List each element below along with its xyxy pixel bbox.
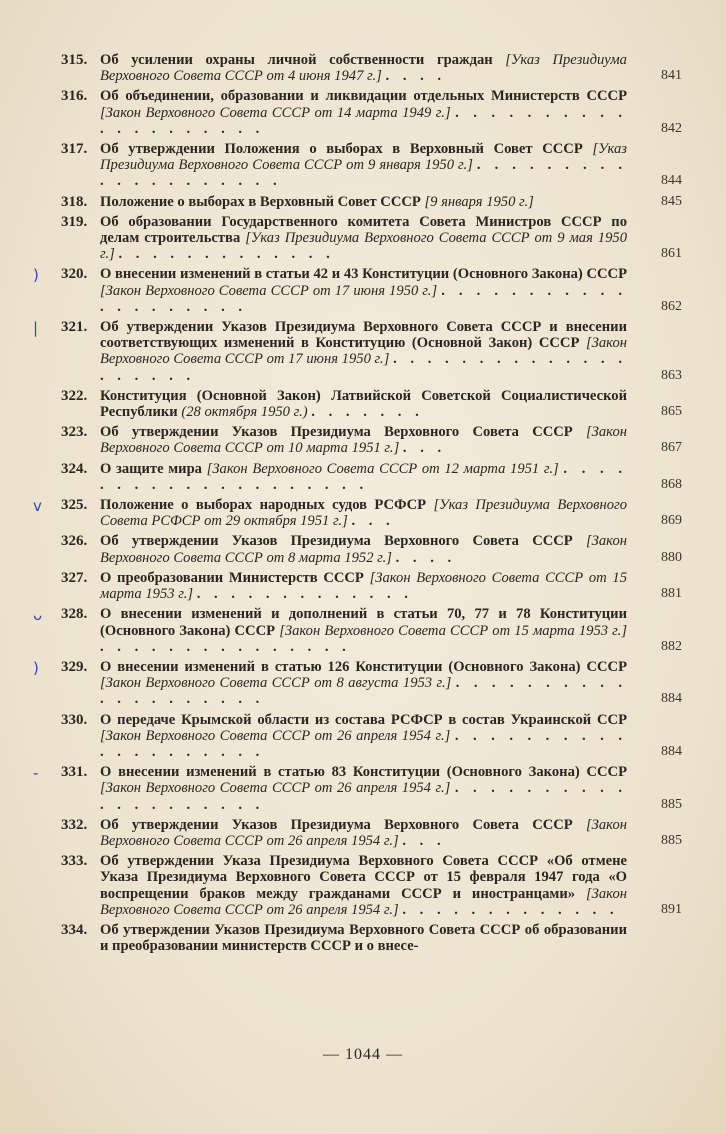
- entry-title: О внесении изменений в статьи 42 и 43 Конституции (Основного Закона) СССР: [100, 266, 627, 283]
- entry-source: [Указ Президиума Верховного Совета СССР от 9 мая 1950 г.]: [100, 230, 627, 263]
- entry-number: 316.: [61, 88, 88, 105]
- entry-title: Об утверждении Указов Президиума Верховного Совета СССР: [100, 424, 573, 441]
- entry-title: Об усилении охраны личной собственности граждан: [100, 52, 493, 68]
- dot-leader: . . .: [402, 440, 447, 457]
- entry-title: Об утверждении Указов Президиума Верховного Совета СССР: [100, 533, 573, 550]
- entry-title: Конституция (Основной Закон) Латвийской Советской Социалистической Республики: [100, 387, 627, 421]
- toc-entry: [0, 88, 682, 137]
- entry-page-number: 881: [661, 586, 682, 602]
- entry-source: [Закон Верховного Совета СССР от 8 августа 1953 г.]: [100, 675, 452, 692]
- dot-leader: . . . . . . . . . . . . . . . . . . . .: [100, 282, 627, 315]
- dot-leader: . . . .: [395, 549, 457, 566]
- entry-title: Об утверждении Указов Президиума Верховного Совета СССР об образовании и преобразовании министерств СССР и о внесе-: [100, 921, 627, 955]
- margin-pen-mark: |: [33, 319, 39, 338]
- toc-entry: [0, 816, 682, 849]
- margin-pen-mark: -: [33, 764, 39, 783]
- toc-entry: [0, 266, 682, 315]
- toc-entry: [0, 193, 682, 210]
- entry-source: [Указ Президиума Верховного Совета СССР от 4 июня 1947 г.]: [100, 52, 627, 85]
- entry-source: [Закон Верховного Совета СССР от 14 марта 1949 г.]: [100, 104, 451, 121]
- entry-page-number: 880: [661, 549, 682, 565]
- entry-title: О преобразовании Министерств СССР: [100, 569, 364, 586]
- entry-number: 333.: [61, 853, 88, 870]
- entry-number: 329.: [61, 658, 88, 675]
- toc-entry: [0, 533, 682, 566]
- toc-entry: [0, 606, 682, 655]
- entry-page-number: 891: [661, 901, 682, 917]
- toc-entry: [0, 497, 682, 530]
- entry-number: 326.: [61, 533, 88, 550]
- page-number: — 1044 —: [323, 1046, 403, 1063]
- entry-page-number: 861: [661, 246, 682, 262]
- entry-source: [Закон Верховного Совета СССР от 26 апреля 1954 г.]: [100, 885, 627, 918]
- entry-title: Об объединении, образовании и ликвидации отдельных Министерств СССР: [100, 88, 627, 105]
- entry-title: Об утверждении Указа Президиума Верховного Совета СССР «Об отмене Указа Президиума Верховного Совета СССР от 15 февраля 1947 года «О воспрещении браков между гражданами СССР и иностранцами»: [100, 853, 627, 902]
- entry-number: 331.: [61, 764, 88, 781]
- toc-entry: [0, 319, 682, 384]
- entry-number: 334.: [61, 921, 88, 938]
- entry-page-number: 884: [661, 743, 682, 759]
- margin-pen-mark: ): [33, 266, 39, 285]
- entry-source: [Закон Верховного Совета СССР от 26 апреля 1954 г.]: [100, 816, 627, 849]
- dot-leader: . . . . . . . . . . . . . . .: [100, 638, 351, 655]
- dot-leader: . . . . . . . . . . . . . . . . . . . .: [100, 157, 627, 190]
- dot-leader: . . . . . . .: [311, 404, 424, 421]
- entry-page-number: 841: [661, 68, 682, 84]
- entry-number: 328.: [61, 606, 88, 623]
- dot-leader: . . . . . . . . . . . . . . . . . . . .: [100, 104, 628, 137]
- table-of-contents: [0, 52, 726, 958]
- toc-entry: [0, 853, 682, 918]
- entry-source: [Закон Верховного Совета СССР от 15 марта 1953 г.]: [100, 569, 628, 603]
- entry-source: [Указ Президиума Верховного Совета РСФСР от 29 октября 1951 г.]: [100, 497, 627, 530]
- dot-leader: . . .: [351, 513, 395, 530]
- entry-title: О внесении изменений и дополнений в статьи 70, 77 и 78 Конституции (Основного Закона) СССР: [100, 606, 627, 639]
- toc-entry: [0, 52, 682, 85]
- toc-entry: [0, 141, 682, 190]
- entry-number: 325.: [61, 497, 88, 514]
- dot-leader: . . . . . . . . . . . . . . . . . . . .: [100, 351, 627, 384]
- entry-source: [9 января 1950 г.]: [424, 193, 534, 210]
- entry-number: 321.: [61, 319, 88, 336]
- toc-entry: [0, 387, 682, 421]
- toc-entry: [0, 460, 682, 493]
- entry-source: [Указ Президиума Верховного Совета СССР от 9 января 1950 г.]: [100, 141, 627, 174]
- entry-page-number: 885: [661, 832, 682, 848]
- toc-entry: [0, 922, 627, 954]
- entry-number: 330.: [61, 711, 88, 728]
- entry-source: [Закон Верховного Совета СССР от 15 марта 1953 г.]: [279, 622, 627, 639]
- dot-leader: . . . . . . . . . . . . .: [402, 901, 619, 918]
- dot-leader: . . . . . . . . . . . . . . . . . . . .: [100, 460, 627, 493]
- entry-source: [Закон Верховного Совета СССР от 26 апреля 1954 г.]: [100, 727, 451, 744]
- entry-title: О защите мира: [100, 460, 202, 477]
- entry-title: Положение о выборах в Верховный Совет СССР: [100, 193, 421, 210]
- toc-entry: [0, 658, 682, 708]
- entry-number: 318.: [61, 193, 88, 210]
- entry-source: (28 октября 1950 г.): [181, 404, 308, 421]
- toc-entry: [0, 764, 682, 813]
- entry-title: Об утверждении Указов Президиума Верховного Совета СССР: [100, 816, 573, 833]
- entry-page-number: 868: [661, 476, 682, 492]
- toc-entry: [0, 213, 682, 263]
- entry-title: О передаче Крымской области из состава РСФСР в состав Украинской ССР: [100, 711, 627, 728]
- entry-number: 315.: [61, 52, 88, 68]
- toc-entry: [0, 569, 682, 603]
- dot-leader: . . . . . . . . . . . . . . . . . . . .: [100, 675, 627, 708]
- entry-page-number: 863: [661, 367, 682, 383]
- entry-number: 320.: [61, 266, 88, 283]
- entry-page-number: 885: [661, 796, 682, 812]
- entry-page-number: 882: [661, 638, 682, 654]
- entry-page-number: 865: [661, 404, 682, 420]
- entry-page-number: 844: [661, 173, 682, 189]
- toc-entry: [0, 424, 682, 457]
- dot-leader: . . . . . . . . . . . . .: [196, 586, 413, 603]
- entry-source: [Закон Верховного Совета СССР от 12 марта 1951 г.]: [206, 460, 559, 477]
- entry-page-number: 884: [661, 691, 682, 707]
- entry-title: Об образовании Государственного комитета Совета Министров СССР по делам строительства: [100, 213, 627, 247]
- entry-title: О внесении изменений в статью 83 Конституции (Основного Закона) СССР: [100, 764, 627, 781]
- entry-title: О внесении изменений в статью 126 Конституции (Основного Закона) СССР: [100, 658, 627, 675]
- entry-source: [Закон Верховного Совета СССР от 8 марта 1952 г.]: [100, 533, 627, 566]
- margin-pen-mark: ): [33, 658, 39, 677]
- dot-leader: . . . . . . . . . . . . . . . . . . . .: [100, 727, 627, 760]
- entry-number: 324.: [61, 460, 88, 477]
- entry-number: 322.: [61, 387, 88, 404]
- dot-leader: . . .: [402, 832, 446, 849]
- dot-leader: . . . . . . . . . . . . .: [118, 246, 335, 263]
- dot-leader: . . . .: [385, 68, 447, 85]
- entry-number: 332.: [61, 816, 88, 833]
- entry-number: 327.: [61, 569, 88, 586]
- entry-source: [Закон Верховного Совета СССР от 17 июня 1950 г.]: [100, 335, 627, 368]
- entry-number: 319.: [61, 213, 88, 230]
- entry-page-number: 842: [661, 120, 682, 136]
- entry-source: [Закон Верховного Совета СССР от 17 июня 1950 г.]: [100, 282, 438, 299]
- entry-source: [Закон Верховного Совета СССР от 26 апреля 1954 г.]: [100, 780, 451, 797]
- entry-number: 317.: [61, 141, 88, 158]
- toc-entry: [0, 711, 682, 761]
- entry-page-number: 845: [661, 193, 682, 209]
- entry-title: Положение о выборах народных судов РСФСР: [100, 497, 427, 514]
- entry-page-number: 867: [661, 440, 682, 456]
- entry-number: 323.: [61, 424, 88, 441]
- dot-leader: . . . . . . . . . . . . . . . . . . . .: [100, 780, 627, 813]
- entry-page-number: 862: [661, 298, 682, 314]
- margin-pen-mark: ᴗ: [33, 606, 43, 625]
- entry-title: Об утверждении Указов Президиума Верховного Совета СССР и внесении соответствующих изменений в Конституцию (Основной Закон) СССР: [100, 319, 627, 352]
- entry-title: Об утверждении Положения о выборах в Верховный Совет СССР: [100, 141, 583, 158]
- entry-source: [Закон Верховного Совета СССР от 10 марта 1951 г.]: [100, 424, 627, 457]
- entry-page-number: 869: [661, 513, 682, 529]
- margin-pen-mark: v: [33, 497, 42, 516]
